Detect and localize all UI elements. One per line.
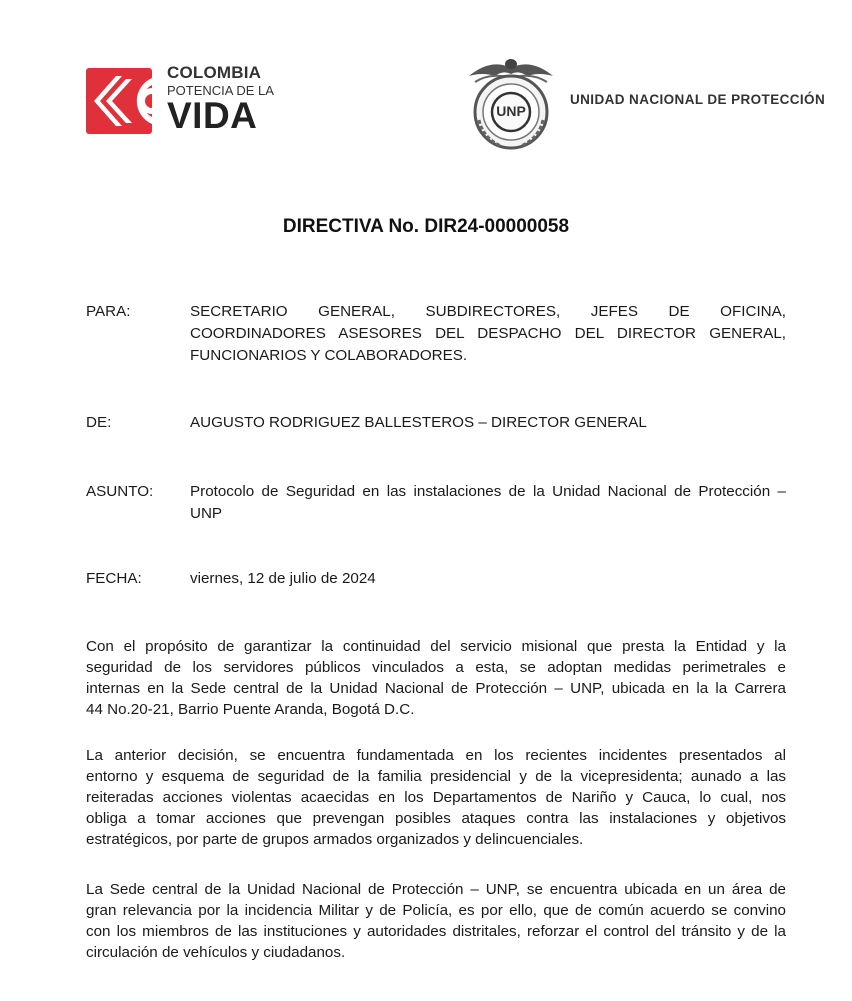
de-value <box>190 412 786 434</box>
para-field <box>86 301 786 371</box>
fecha-value <box>190 568 786 590</box>
logo-line-2: POTENCIA DE LA <box>167 83 274 98</box>
paragraph-line: con los miembros de las instituciones y autoridades distritales, reforzar el control del tránsito y de la <box>86 923 786 940</box>
asunto-line: UNP <box>190 505 223 522</box>
logo-wordmark <box>167 64 277 134</box>
asunto-line: Protocolo de Seguridad en las instalaciones de la Unidad Nacional de Protección – <box>190 483 786 500</box>
de-value-text: AUGUSTO RODRIGUEZ BALLESTEROS – DIRECTOR GENERAL <box>190 414 647 431</box>
paragraph-line: Con el propósito de garantizar la continuidad del servicio misional que presta la Entidad y la <box>86 638 786 655</box>
para-label: PARA: <box>86 303 131 320</box>
colombia-potencia-de-la-vida-logo <box>86 62 276 134</box>
fecha-label: FECHA: <box>86 570 142 587</box>
paragraph-line: obliga a tomar acciones que prevengan posibles ataques contra las instalaciones y objetivos <box>86 810 786 827</box>
paragraph-line: internas en la Sede central de la Unidad Nacional de Protección – UNP, ubicada en la la Carrera <box>86 680 786 697</box>
unp-emblem-text: UNP <box>496 103 526 119</box>
asunto-value <box>190 481 786 525</box>
fecha-field <box>86 568 786 592</box>
de-label: DE: <box>86 414 112 431</box>
body-paragraph-3 <box>86 879 786 963</box>
de-field <box>86 412 786 436</box>
paragraph-line: gran relevancia por la incidencia Militar y de Policía, es por ello, que de común acuerdo se convino <box>86 902 786 919</box>
paragraph-line: entorno y esquema de seguridad de la familia presidencial y de la vicepresidenta; aunado a las <box>86 768 786 785</box>
paragraph-line: seguridad de los servidores públicos vinculados a esta, se adoptan medidas perimetrales e <box>86 659 786 676</box>
para-line: FUNCIONARIOS Y COLABORADORES. <box>190 347 468 364</box>
paragraph-line: 44 No.20-21, Barrio Puente Aranda, Bogotá D.C. <box>86 701 415 718</box>
body-paragraph-1 <box>86 636 786 720</box>
asunto-label: ASUNTO: <box>86 483 154 500</box>
paragraph-line: reiteradas acciones violentas acaecidas en los Departamentos de Nariño y Cauca, lo cual, nos <box>86 789 786 806</box>
document-title: DIRECTIVA No. DIR24-00000058 <box>282 216 570 237</box>
paragraph-line: estratégicos, por parte de grupos armados organizados y delincuenciales. <box>86 831 584 848</box>
paragraph-line: La anterior decisión, se encuentra fundamentada en los recientes incidentes presentados al <box>86 747 786 764</box>
paragraph-line: La Sede central de la Unidad Nacional de Protección – UNP, se encuentra ubicada en un área de <box>86 881 786 898</box>
para-value <box>190 301 786 367</box>
paragraph-line: circulación de vehículos y ciudadanos. <box>86 944 346 961</box>
fecha-value-text: viernes, 12 de julio de 2024 <box>190 570 376 587</box>
logo-line-1: COLOMBIA <box>167 63 262 82</box>
asunto-field <box>86 481 786 529</box>
signal-waves-icon <box>86 68 152 134</box>
body-paragraph-2 <box>86 745 786 850</box>
para-line: COORDINADORES ASESORES DEL DESPACHO DEL DIRECTOR GENERAL, <box>190 325 786 342</box>
logo-line-3: VIDA <box>167 95 258 136</box>
unp-name: UNIDAD NACIONAL DE PROTECCIÓN <box>570 92 826 107</box>
para-line: SECRETARIO GENERAL, SUBDIRECTORES, JEFES DE OFICINA, <box>190 303 786 320</box>
